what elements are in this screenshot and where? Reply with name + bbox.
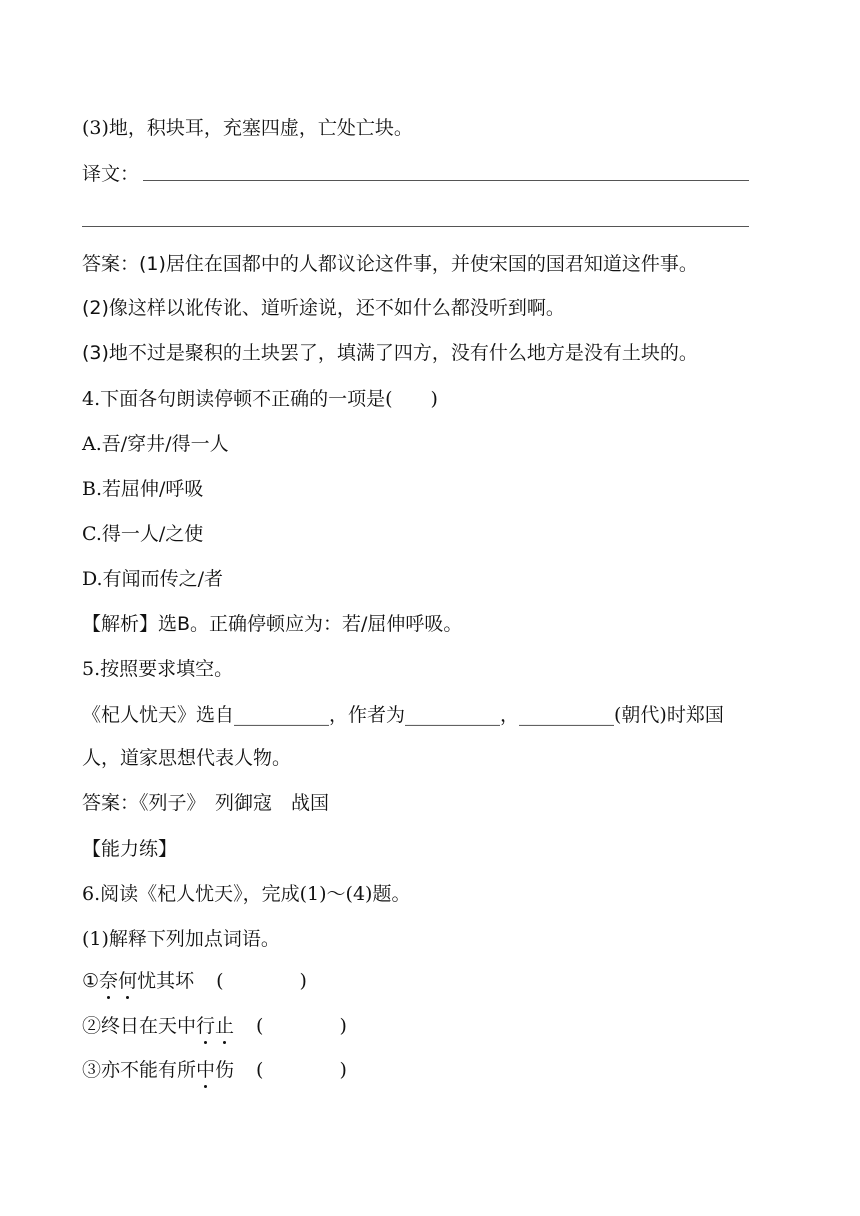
- q3-item-3: (3)地，积块耳，充塞四虚，亡处亡块。: [82, 117, 413, 139]
- translation-line-2: [82, 226, 749, 227]
- q4-option-d: D.有闻而传之/者: [82, 568, 223, 590]
- item-prefix: ③亦不能有所: [82, 1059, 197, 1081]
- q6-item-1: [82, 969, 307, 993]
- q5-fill-line-1: 《杞人忧天》选自__________，作者为__________，__________(朝代)时郑国: [82, 704, 724, 726]
- q5-answer: 答案：《列子》 列御寇 战国: [82, 792, 330, 814]
- answer-blank: ( ): [256, 1059, 347, 1081]
- q4-analysis: 【解析】选B。正确停顿应为：若/屈伸呼吸。: [82, 613, 463, 635]
- q6-sub-1: (1)解释下列加点词语。: [82, 928, 280, 950]
- dotted-char: 行: [196, 1015, 216, 1037]
- item-prefix: ①: [82, 970, 100, 992]
- q6-stem: 6.阅读《杞人忧天》，完成(1)～(4)题。: [82, 883, 411, 905]
- item-suffix: 忧其坏: [137, 970, 195, 992]
- q5-fill-line-2: 人，道家思想代表人物。: [82, 747, 292, 769]
- answer-3: (3)地不过是聚积的土块罢了，填满了四方，没有什么地方是没有土块的。: [82, 342, 698, 364]
- q4-option-c: C.得一人/之使: [82, 523, 204, 545]
- answer-blank: ( ): [216, 970, 307, 992]
- translation-label: 译文：: [82, 163, 140, 185]
- q6-item-2: [82, 1014, 347, 1038]
- dotted-char: 奈: [99, 970, 119, 992]
- q6-item-3: [82, 1058, 347, 1082]
- dotted-char: 中: [196, 1059, 216, 1081]
- q5-stem: 5.按照要求填空。: [82, 658, 234, 680]
- section-title: 【能力练】: [82, 838, 178, 860]
- q4-option-a: A.吾/穿井/得一人: [82, 433, 229, 455]
- q4-option-b: B.若屈伸/呼吸: [82, 478, 204, 500]
- answer-1: 答案：(1)居住在国都中的人都议论这件事，并使宋国的国君知道这件事。: [82, 253, 698, 275]
- item-suffix: 伤: [215, 1059, 235, 1081]
- item-prefix: ②终日在天中: [82, 1015, 197, 1037]
- translation-line-1: [143, 180, 749, 181]
- q4-stem: 4.下面各句朗读停顿不正确的一项是( ): [82, 388, 438, 410]
- dotted-char: 何: [118, 970, 138, 992]
- dotted-char: 止: [215, 1015, 235, 1037]
- answer-blank: ( ): [256, 1015, 347, 1037]
- answer-2: (2)像这样以讹传讹、道听途说，还不如什么都没听到啊。: [82, 297, 565, 319]
